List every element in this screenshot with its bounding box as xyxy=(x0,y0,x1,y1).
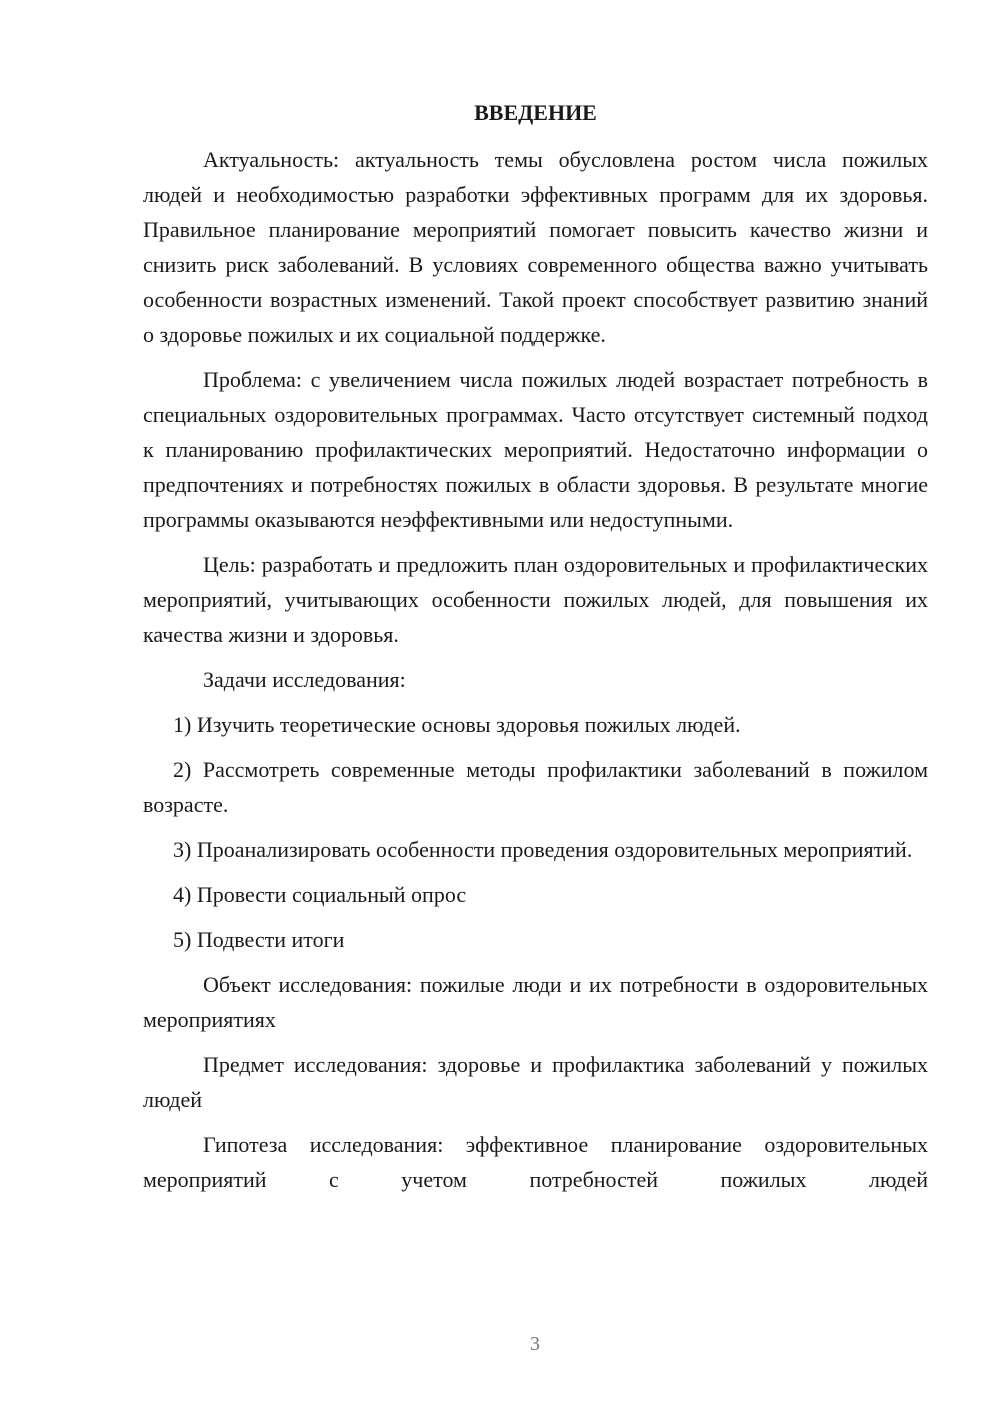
paragraph-subject: Предмет исследования: здоровье и профилактика заболеваний у пожилых людей xyxy=(143,1052,928,1112)
section-title: ВВЕДЕНИЕ xyxy=(474,100,597,125)
paragraph-goal: Цель: разработать и предложить план оздоровительных и профилактических мероприятий, учитывающих особенности пожилых людей, для повышения их качества жизни и здоровья. xyxy=(143,552,928,647)
paragraph-object: Объект исследования: пожилые люди и их потребности в оздоровительных мероприятиях xyxy=(143,972,928,1032)
paragraph-relevance: Актуальность: актуальность темы обусловлена ростом числа пожилых людей и необходимостью разработки эффективных программ для их здоровья. Правильное планирование мероприятий помогает повысить качество жизни и снизить риск заболеваний. В условиях современного общества важно учитывать особенности возрастных изменений. Такой проект способствует развитию знаний о здоровье пожилых и их социальной поддержке. xyxy=(143,147,928,347)
paragraph-hypothesis: Гипотеза исследования: эффективное планирование оздоровительных мероприятий с учетом потребностей пожилых людей xyxy=(143,1132,928,1192)
task-item: 3) Проанализировать особенности проведения оздоровительных мероприятий. xyxy=(173,837,913,862)
task-item: 4) Провести социальный опрос xyxy=(173,882,467,907)
tasks-list xyxy=(143,707,928,957)
paragraph-problem: Проблема: с увеличением числа пожилых людей возрастает потребность в специальных оздоровительных программах. Часто отсутствует системный подход к планированию профилактических мероприятий. Недостаточно информации о предпочтениях и потребностях пожилых в области здоровья. В результате многие программы оказываются неэффективными или недоступными. xyxy=(143,367,928,532)
page-number: 3 xyxy=(530,1333,540,1355)
task-item: 5) Подвести итоги xyxy=(173,927,345,952)
task-item: 2) Рассмотреть современные методы профилактики заболеваний в пожилом возрасте. xyxy=(143,757,928,817)
tasks-heading: Задачи исследования: xyxy=(203,667,406,692)
page-content xyxy=(143,95,928,1207)
task-item: 1) Изучить теоретические основы здоровья пожилых людей. xyxy=(173,712,741,737)
